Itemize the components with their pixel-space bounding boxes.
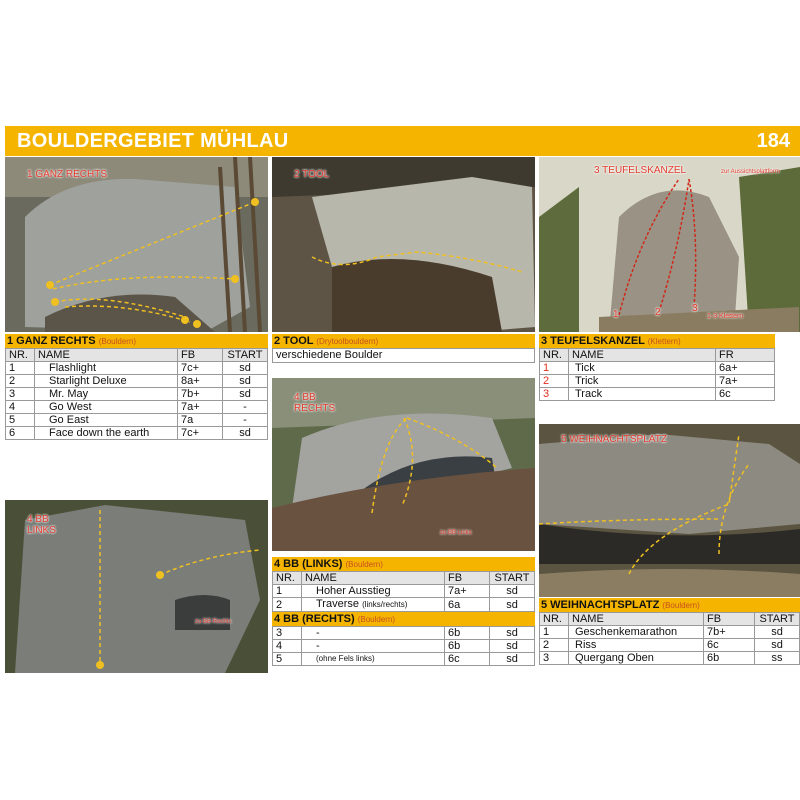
- section-title: 4 BB (LINKS): [274, 558, 343, 570]
- col-header: FB: [704, 613, 755, 626]
- cell-grade: 6c: [716, 388, 775, 401]
- cell-start: sd: [490, 640, 535, 653]
- cell-start: sd: [755, 639, 800, 652]
- cell-nr: 3: [540, 652, 569, 665]
- col-header: NAME: [569, 349, 716, 362]
- section-teufelskanzel: [539, 334, 775, 401]
- col-header: NR.: [273, 572, 302, 585]
- cell-name: Quergang Oben: [569, 652, 704, 665]
- col-header: START: [755, 613, 800, 626]
- section-subtitle: (Drytoolbouldern): [316, 337, 379, 346]
- section-subtitle: (Bouldern): [345, 560, 383, 569]
- table-row: [540, 652, 800, 665]
- cell-nr: 3: [6, 388, 35, 401]
- cell-grade: 8a+: [178, 375, 223, 388]
- table-header-row: [6, 349, 268, 362]
- cell-name: Tick: [569, 362, 716, 375]
- cell-start: -: [223, 401, 268, 414]
- cell-nr: 1: [273, 585, 302, 598]
- route-mark: 3: [692, 303, 698, 314]
- page-header: [5, 126, 800, 156]
- route-table: [539, 348, 775, 401]
- cell-grade: 7a+: [716, 375, 775, 388]
- cell-name: (ohne Fels links): [302, 653, 445, 666]
- cell-name: Hoher Ausstieg: [302, 585, 445, 598]
- cell-name: Go West: [35, 401, 178, 414]
- photo-ganz-rechts: [5, 157, 268, 332]
- cell-start: sd: [490, 585, 535, 598]
- table-row: [6, 388, 268, 401]
- cell-nr: 4: [273, 640, 302, 653]
- cell-nr: 2: [6, 375, 35, 388]
- section-weihnachtsplatz: [539, 598, 800, 665]
- cell-grade: 6b: [704, 652, 755, 665]
- table-row: [273, 585, 535, 598]
- cell-grade: 7c+: [178, 427, 223, 440]
- cell-nr: 2: [540, 375, 569, 388]
- route-note: (links/rechts): [362, 600, 408, 609]
- col-header: FB: [445, 572, 490, 585]
- cell-grade: 7a+: [445, 585, 490, 598]
- table-row: [540, 388, 775, 401]
- cell-start: ss: [755, 652, 800, 665]
- photo-label: 3 TEUFELSKANZEL: [594, 165, 687, 176]
- photo-label: 5 WEIHNACHTSPLATZ: [561, 434, 667, 445]
- route-table: [272, 626, 535, 666]
- table-row: [273, 598, 535, 612]
- table-row: [540, 375, 775, 388]
- cell-nr: 1: [540, 362, 569, 375]
- cell-grade: 7b+: [704, 626, 755, 639]
- table-row: [6, 427, 268, 440]
- route-table: [539, 612, 800, 665]
- col-header: NR.: [6, 349, 35, 362]
- photo-note: zur Aussichtsplattform: [721, 169, 780, 175]
- col-header: FR: [716, 349, 775, 362]
- section-subtitle: (Bouldern): [98, 337, 137, 346]
- photo-tool: [272, 157, 535, 332]
- table-row: [6, 375, 268, 388]
- page-number: 184: [756, 130, 790, 152]
- section-subtitle: (Bouldern): [357, 615, 396, 624]
- route-name: Traverse: [316, 598, 359, 610]
- photo-note: 1-3 Klettern: [707, 313, 744, 320]
- cell-nr: 3: [273, 627, 302, 640]
- cell-nr: 5: [6, 414, 35, 427]
- cell-name: [302, 598, 445, 612]
- table-header-row: [540, 349, 775, 362]
- section-title: 2 TOOL: [274, 335, 314, 347]
- section-header: [272, 334, 535, 348]
- cell-name: Go East: [35, 414, 178, 427]
- table-row: [540, 639, 800, 652]
- cell-start: sd: [223, 375, 268, 388]
- photo-note: zu BB Rechts: [195, 619, 232, 625]
- photo-label: 2 TOOL: [294, 169, 330, 180]
- photo-label: LINKS: [27, 525, 56, 536]
- cell-grade: 6a: [445, 598, 490, 612]
- cell-grade: 6c: [445, 653, 490, 666]
- cell-start: sd: [223, 427, 268, 440]
- col-header: START: [490, 572, 535, 585]
- cell-start: sd: [490, 598, 535, 612]
- route-mark: 1: [613, 309, 619, 320]
- section-ganz-rechts: [5, 334, 268, 440]
- photo-bb-rechts: [272, 378, 535, 551]
- table-row: [273, 627, 535, 640]
- table-row: [540, 626, 800, 639]
- route-table: [272, 571, 535, 612]
- col-header: NAME: [569, 613, 704, 626]
- col-header: NR.: [540, 349, 569, 362]
- cell-grade: 7b+: [178, 388, 223, 401]
- table-row: [273, 653, 535, 666]
- cell-start: -: [223, 414, 268, 427]
- section-tool: [272, 334, 535, 363]
- route-mark: 2: [655, 307, 661, 318]
- cell-name: Riss: [569, 639, 704, 652]
- section-subtitle: (Klettern): [647, 337, 681, 346]
- cell-name: -: [302, 640, 445, 653]
- table-row: [273, 640, 535, 653]
- col-header: FB: [178, 349, 223, 362]
- cell-grade: 6b: [445, 627, 490, 640]
- cell-nr: 3: [540, 388, 569, 401]
- cell-nr: 4: [6, 401, 35, 414]
- photo-label: 4 BB: [27, 514, 49, 525]
- cell-grade: 6b: [445, 640, 490, 653]
- section-subtitle: (Bouldern): [662, 601, 700, 610]
- page-title: BOULDERGEBIET MÜHLAU: [17, 130, 289, 152]
- section-header: [5, 334, 268, 348]
- cell-name: Starlight Deluxe: [35, 375, 178, 388]
- cell-start: sd: [490, 627, 535, 640]
- cell-start: sd: [490, 653, 535, 666]
- cell-nr: 1: [540, 626, 569, 639]
- col-header: START: [223, 349, 268, 362]
- cell-nr: 2: [273, 598, 302, 612]
- cell-grade: 6c: [704, 639, 755, 652]
- table-row: [540, 362, 775, 375]
- photo-label: RECHTS: [294, 403, 336, 414]
- photo-weihnachtsplatz: [539, 424, 800, 597]
- section-title: 4 BB (RECHTS): [274, 613, 355, 625]
- cell-name: Geschenkemarathon: [569, 626, 704, 639]
- section-header: [272, 557, 535, 571]
- cell-start: sd: [755, 626, 800, 639]
- section-title: 3 TEUFELSKANZEL: [541, 335, 645, 347]
- cell-grade: 7a+: [178, 401, 223, 414]
- section-text: verschiedene Boulder: [272, 348, 535, 363]
- section-bb: [272, 557, 535, 666]
- photo-note: zu BB Links: [440, 530, 472, 536]
- cell-grade: 6a+: [716, 362, 775, 375]
- cell-nr: 5: [273, 653, 302, 666]
- table-row: [6, 401, 268, 414]
- section-header: [539, 598, 800, 612]
- cell-grade: 7c+: [178, 362, 223, 375]
- table-header-row: [273, 572, 535, 585]
- col-header: NR.: [540, 613, 569, 626]
- photo-label: 4 BB: [294, 392, 316, 403]
- cell-name: Flashlight: [35, 362, 178, 375]
- col-header: NAME: [35, 349, 178, 362]
- cell-nr: 2: [540, 639, 569, 652]
- cell-start: sd: [223, 362, 268, 375]
- route-table: [5, 348, 268, 440]
- cell-nr: 1: [6, 362, 35, 375]
- cell-grade: 7a: [178, 414, 223, 427]
- photo-label: 1 GANZ RECHTS: [27, 169, 108, 180]
- cell-name: Face down the earth: [35, 427, 178, 440]
- section-header: [539, 334, 775, 348]
- cell-nr: 6: [6, 427, 35, 440]
- section-title: 5 WEIHNACHTSPLATZ: [541, 599, 660, 611]
- col-header: NAME: [302, 572, 445, 585]
- cell-name: Track: [569, 388, 716, 401]
- cell-start: sd: [223, 388, 268, 401]
- table-row: [6, 414, 268, 427]
- cell-name: Trick: [569, 375, 716, 388]
- cell-name: -: [302, 627, 445, 640]
- table-row: [6, 362, 268, 375]
- section-header: [272, 612, 535, 626]
- photo-bb-links: [5, 500, 268, 673]
- cell-name: Mr. May: [35, 388, 178, 401]
- photo-teufelskanzel: [539, 157, 800, 332]
- table-header-row: [540, 613, 800, 626]
- section-title: 1 GANZ RECHTS: [7, 335, 96, 347]
